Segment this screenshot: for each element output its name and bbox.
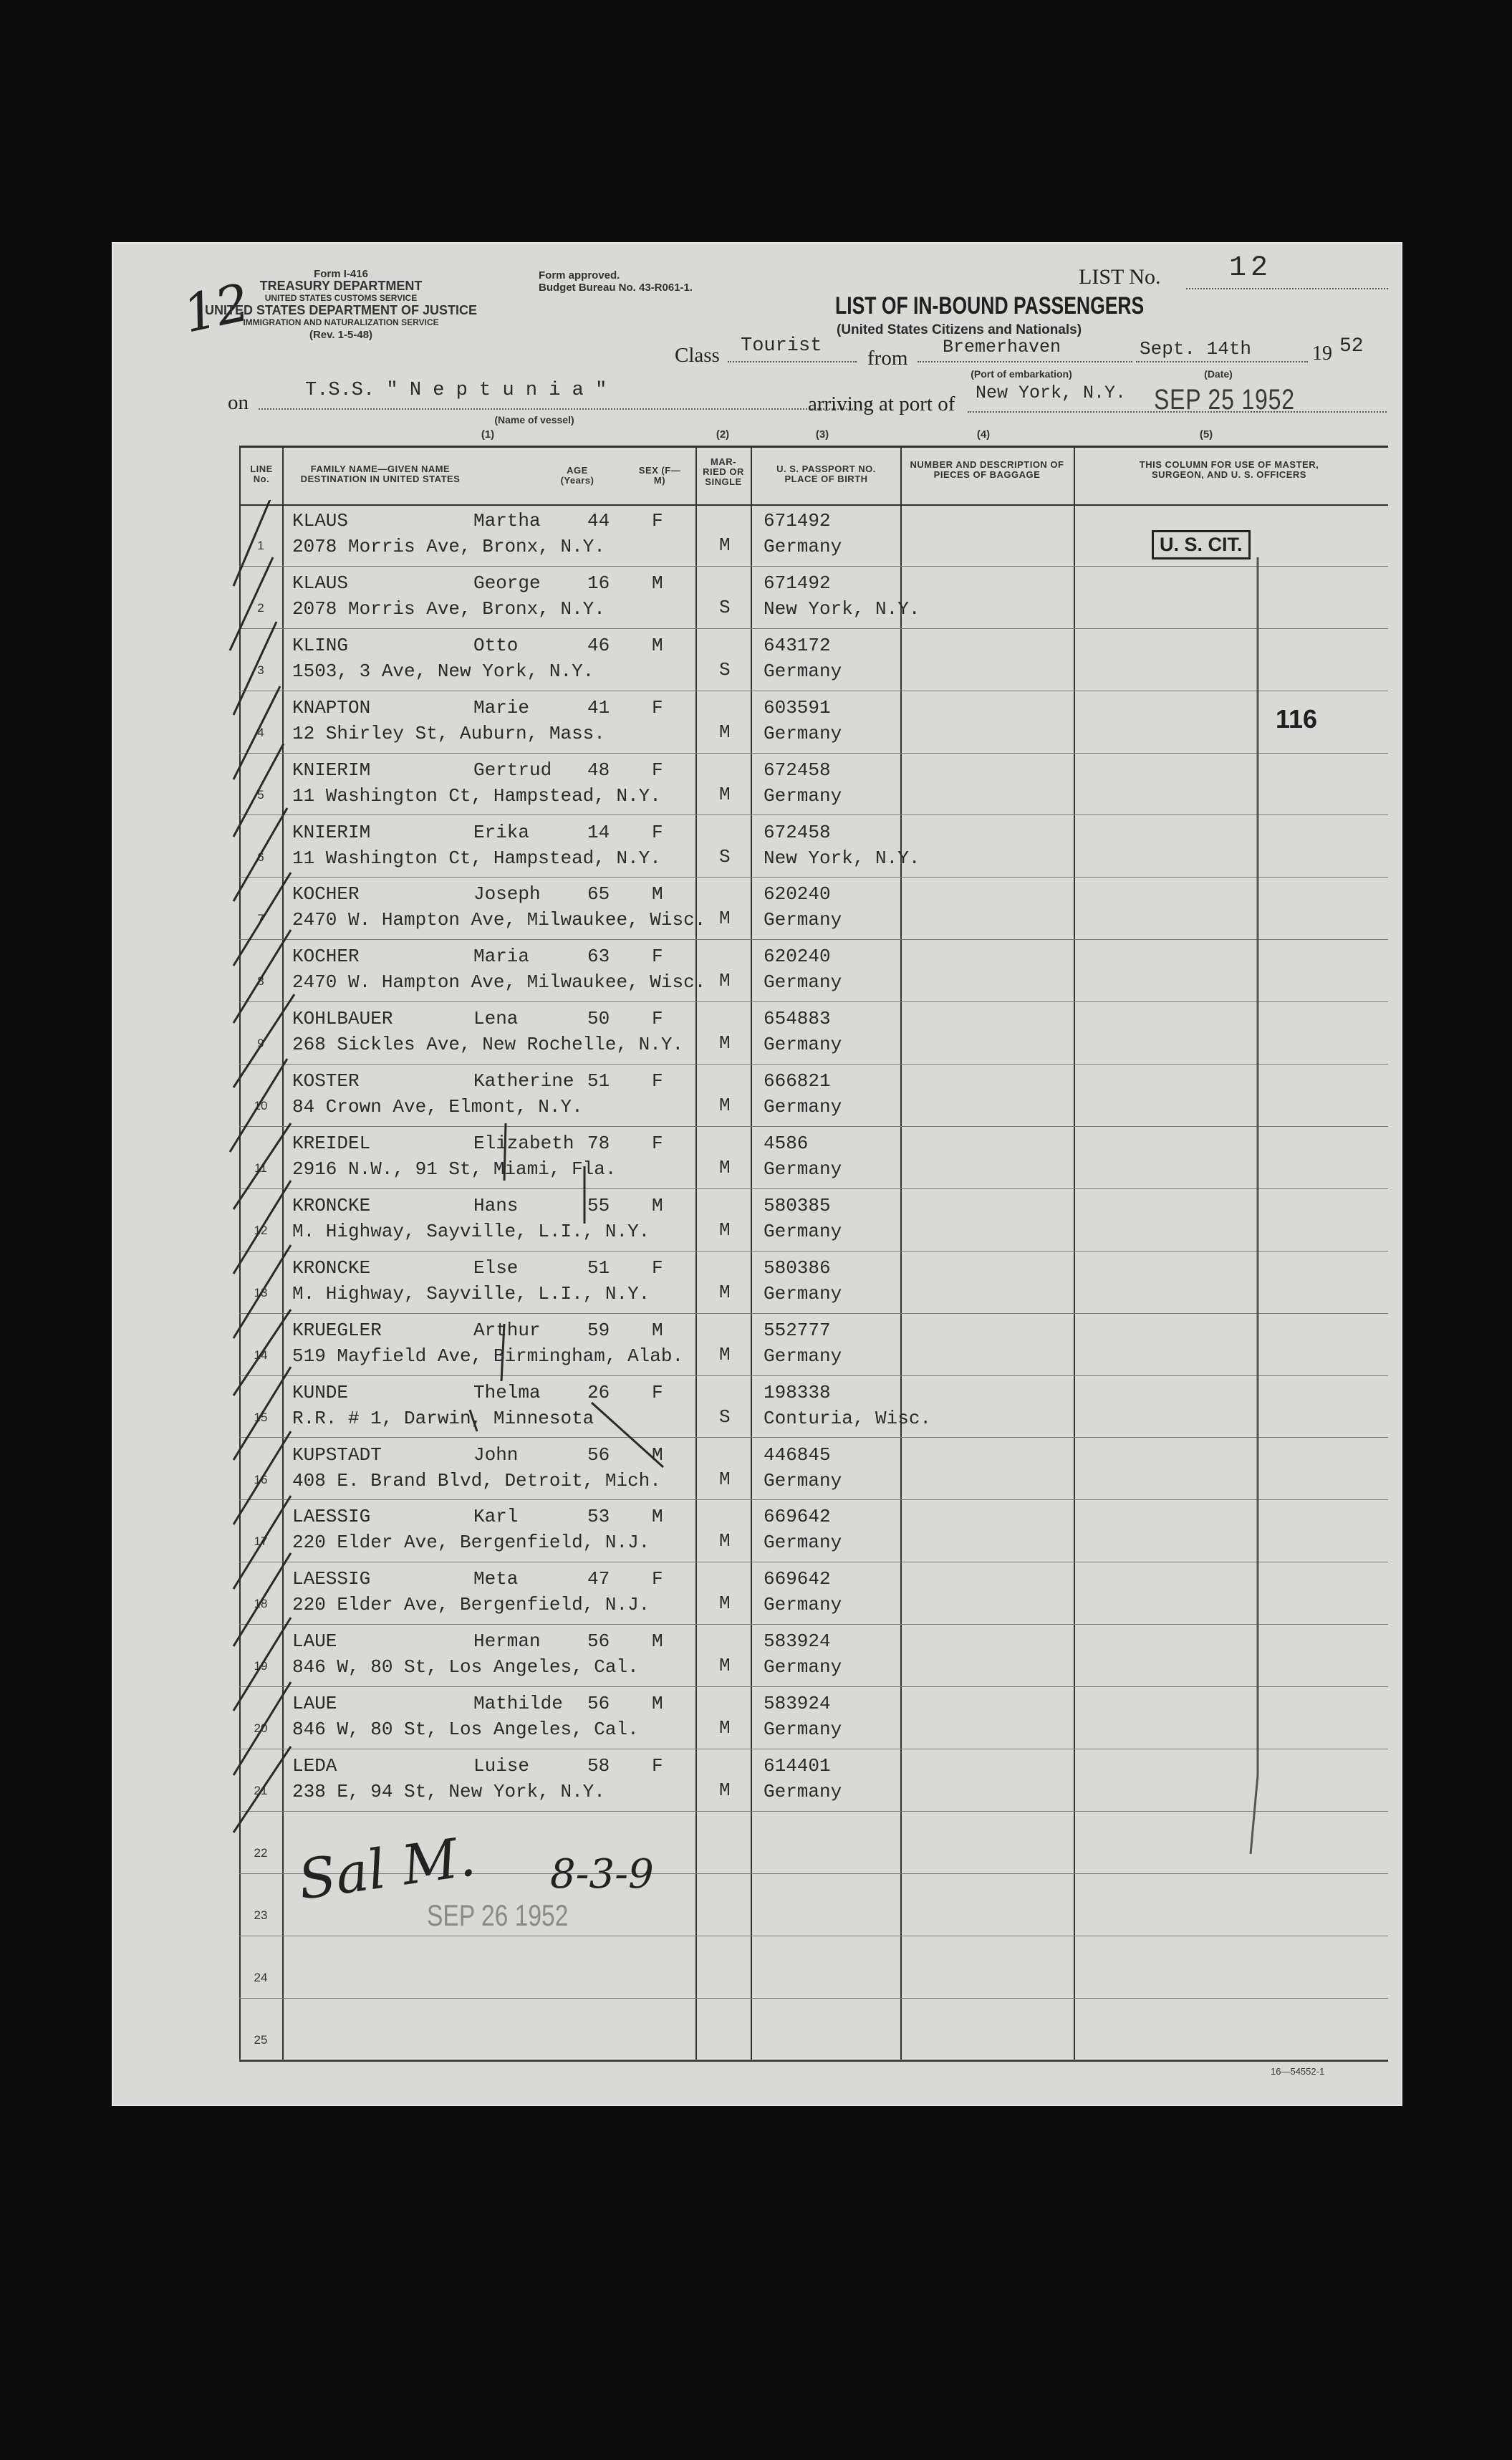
line-number: 16	[254, 1472, 268, 1486]
sex-value: F	[652, 510, 663, 532]
given-name: Martha	[473, 510, 541, 532]
revision: (Rev. 1-5-48)	[309, 329, 373, 341]
class-line	[728, 361, 857, 362]
marital-status: M	[719, 908, 731, 930]
col-num-5: (5)	[1199, 428, 1213, 441]
list-no-value: 12	[1229, 252, 1273, 284]
passport-number: 620240	[764, 883, 831, 905]
place-of-birth: New York, N.Y.	[764, 847, 920, 869]
destination-address: R.R. # 1, Darwin, Minnesota	[292, 1407, 594, 1429]
from-label: from	[867, 347, 908, 370]
place-of-birth: Germany	[764, 1532, 842, 1554]
dept-justice: UNITED STATES DEPARTMENT OF JUSTICE	[205, 303, 478, 317]
given-name: George	[473, 572, 541, 594]
form-approved: Form approved.	[539, 269, 620, 282]
col-header-passport: U. S. PASSPORT NO. PLACE OF BIRTH	[776, 463, 876, 484]
family-name: LAESSIG	[292, 1568, 371, 1590]
passport-number: 198338	[764, 1381, 831, 1403]
passport-number: 580386	[764, 1257, 831, 1279]
place-of-birth: Germany	[764, 1096, 842, 1118]
given-name: Herman	[473, 1630, 541, 1653]
col-num-2: (2)	[716, 428, 730, 441]
line-number: 8	[257, 974, 264, 989]
passport-number: 671492	[764, 572, 831, 594]
marital-status: M	[719, 1343, 731, 1365]
family-name: KLAUS	[292, 510, 349, 532]
marital-status: M	[719, 1655, 731, 1677]
family-name: KOCHER	[292, 883, 360, 905]
destination-address: 2470 W. Hampton Ave, Milwaukee, Wisc.	[292, 909, 706, 931]
passport-number: 672458	[764, 821, 831, 843]
family-name: LEDA	[292, 1755, 337, 1777]
passport-number: 552777	[764, 1319, 831, 1341]
family-name: KNAPTON	[292, 696, 371, 719]
family-name: KNIERIM	[292, 821, 371, 843]
date-value: Sept. 14th	[1140, 338, 1252, 360]
destination-address: 11 Washington Ct, Hampstead, N.Y.	[292, 847, 661, 869]
passport-number: 583924	[764, 1630, 831, 1653]
sex-value: F	[652, 1568, 663, 1590]
passport-number: 672458	[764, 759, 831, 781]
received-date-stamp: SEP 26 1952	[427, 1898, 569, 1932]
destination-address: 220 Elder Ave, Bergenfield, N.J.	[292, 1532, 650, 1554]
line-number: 21	[254, 1784, 268, 1797]
family-name: KREIDEL	[292, 1133, 371, 1154]
line-number: 1	[257, 539, 264, 552]
table-top-rule	[239, 446, 1388, 448]
destination-address: 11 Washington Ct, Hampstead, N.Y.	[292, 784, 661, 807]
budget-approval	[539, 269, 739, 294]
date-line	[1136, 361, 1308, 362]
arriving-label: arriving at port of	[808, 393, 955, 415]
marital-status: M	[719, 1779, 731, 1801]
marital-status: M	[719, 1095, 731, 1117]
line-number: 18	[254, 1597, 268, 1611]
passport-number: 671492	[764, 510, 831, 532]
sex-value: M	[652, 572, 663, 594]
class-label: Class	[675, 344, 720, 367]
place-of-birth: Germany	[764, 1469, 842, 1491]
place-of-birth: Germany	[764, 1158, 842, 1180]
line-number: 13	[254, 1285, 268, 1299]
marital-status: M	[719, 1219, 731, 1241]
marital-status: M	[719, 534, 731, 556]
budget-bureau: Budget Bureau No. 43-R061-1.	[539, 282, 693, 294]
age-value: 47	[587, 1568, 610, 1590]
passenger-count: 116	[1276, 704, 1318, 734]
family-name: KUPSTADT	[292, 1443, 382, 1466]
from-value: Bremerhaven	[943, 337, 1061, 357]
destination-address: 12 Shirley St, Auburn, Mass.	[292, 722, 605, 744]
line-number: 10	[254, 1099, 268, 1113]
destination-address: 2078 Morris Ave, Bronx, N.Y.	[292, 536, 605, 557]
sex-value: F	[652, 696, 663, 719]
given-name: Joseph	[473, 883, 541, 905]
sex-value: M	[652, 1443, 663, 1466]
sex-value: F	[652, 1070, 663, 1092]
passport-number: 580385	[764, 1194, 831, 1216]
col-num-4: (4)	[976, 428, 991, 441]
sex-value: M	[652, 883, 663, 905]
given-name: Else	[473, 1257, 519, 1279]
place-of-birth: Germany	[764, 1345, 842, 1367]
given-name: Elizabeth	[473, 1133, 574, 1154]
line-number: 12	[254, 1223, 268, 1237]
page-title: LIST OF IN-BOUND PASSENGERS	[835, 292, 1145, 319]
destination-address: 2078 Morris Ave, Bronx, N.Y.	[292, 597, 605, 620]
place-of-birth: Germany	[764, 1781, 842, 1802]
given-name: Otto	[473, 634, 519, 656]
sex-value: M	[652, 634, 663, 656]
sex-value: M	[652, 1506, 663, 1528]
sex-value: F	[652, 946, 663, 968]
sex-value: F	[652, 821, 663, 843]
age-value: 55	[587, 1194, 610, 1216]
family-name: KRONCKE	[292, 1194, 371, 1216]
age-value: 56	[587, 1693, 610, 1715]
marital-status: M	[719, 783, 731, 805]
col-header-age: AGE (Years)	[560, 465, 594, 486]
family-name: KUNDE	[292, 1381, 349, 1403]
given-name: Meta	[473, 1568, 519, 1590]
sex-value: M	[652, 1194, 663, 1216]
dept-ins: IMMIGRATION AND NATURALIZATION SERVICE	[243, 317, 439, 327]
sex-value: F	[652, 1755, 663, 1777]
vessel-line	[259, 408, 853, 410]
marital-status: S	[719, 596, 731, 618]
line-number: 22	[254, 1845, 268, 1860]
destination-address: 408 E. Brand Blvd, Detroit, Mich.	[292, 1469, 661, 1491]
age-value: 26	[587, 1381, 610, 1403]
destination-address: 238 E, 94 St, New York, N.Y.	[292, 1781, 605, 1802]
age-value: 56	[587, 1443, 610, 1466]
place-of-birth: Germany	[764, 971, 842, 994]
age-value: 16	[587, 572, 610, 594]
arrival-line	[968, 411, 1387, 413]
destination-address: 2916 N.W., 91 St, Miami, Fla.	[292, 1158, 617, 1180]
line-number: 15	[254, 1410, 268, 1424]
destination-address: 84 Crown Ave, Elmont, N.Y.	[292, 1096, 583, 1118]
col-num-3: (3)	[815, 428, 829, 441]
col-header-officers: THIS COLUMN FOR USE OF MASTER, SURGEON, AND U. S. OFFICERS	[1139, 459, 1319, 480]
col-header-sex: SEX (F—M)	[638, 465, 681, 486]
marital-status: S	[719, 1406, 731, 1428]
destination-address: 268 Sickles Ave, New Rochelle, N.Y.	[292, 1034, 684, 1056]
family-name: KOSTER	[292, 1070, 360, 1092]
place-of-birth: Germany	[764, 1034, 842, 1056]
col-header-married: MAR-RIED OR SINGLE	[703, 456, 744, 487]
marital-status: M	[719, 721, 731, 743]
sex-value: M	[652, 1630, 663, 1653]
destination-address: 846 W, 80 St, Los Angeles, Cal.	[292, 1656, 639, 1678]
dept-treasury: TREASURY DEPARTMENT	[259, 279, 423, 293]
age-value: 41	[587, 696, 610, 719]
place-of-birth: Germany	[764, 536, 842, 557]
age-value: 46	[587, 634, 610, 656]
line-number: 3	[257, 663, 264, 677]
family-name: LAESSIG	[292, 1506, 371, 1528]
marital-status: S	[719, 658, 731, 681]
family-name: KOCHER	[292, 946, 360, 968]
line-number: 7	[257, 912, 264, 926]
year-suffix: 52	[1339, 335, 1364, 357]
port-embark-caption: (Port of embarkation)	[971, 368, 1072, 380]
sex-value: F	[652, 759, 663, 781]
sex-value: F	[652, 1257, 663, 1279]
vessel-caption: (Name of vessel)	[494, 414, 574, 426]
place-of-birth: Germany	[764, 1656, 842, 1678]
line-number: 25	[254, 2032, 268, 2047]
destination-address: M. Highway, Sayville, L.I., N.Y.	[292, 1220, 650, 1242]
place-of-birth: Germany	[764, 1719, 842, 1741]
col-header-line-no: LINE No.	[250, 463, 273, 484]
line-number: 14	[254, 1347, 268, 1362]
column-ticks	[427, 1123, 699, 1481]
signature-note: 8-3-9	[550, 1851, 654, 1898]
given-name: Mathilde	[473, 1693, 563, 1715]
passport-number: 669642	[764, 1568, 831, 1590]
age-value: 51	[587, 1257, 610, 1279]
family-name: KLING	[292, 634, 349, 656]
given-name: Katherine	[473, 1070, 574, 1092]
age-value: 63	[587, 946, 610, 968]
family-name: LAUE	[292, 1630, 337, 1653]
passport-number: 666821	[764, 1070, 831, 1092]
destination-address: 519 Mayfield Ave, Birmingham, Alab.	[292, 1345, 684, 1367]
age-value: 48	[587, 759, 610, 781]
vessel-name: T.S.S. " N e p t u n i a "	[305, 380, 607, 401]
col-num-1: (1)	[481, 428, 495, 441]
sex-value: M	[652, 1693, 663, 1715]
line-number: 5	[257, 787, 264, 802]
passport-number: 654883	[764, 1008, 831, 1030]
age-value: 58	[587, 1755, 610, 1777]
line-number: 11	[254, 1161, 267, 1175]
officer-column-line	[1243, 557, 1272, 1918]
tally-ticks	[219, 500, 348, 2076]
place-of-birth: Germany	[764, 1220, 842, 1242]
col-header-baggage: NUMBER AND DESCRIPTION OF PIECES OF BAGGAGE	[910, 459, 1064, 480]
line-number: 24	[254, 1970, 268, 1984]
destination-address: M. Highway, Sayville, L.I., N.Y.	[292, 1282, 650, 1305]
place-of-birth: Germany	[764, 1594, 842, 1616]
sex-value: F	[652, 1381, 663, 1403]
age-value: 14	[587, 821, 610, 843]
marital-status: M	[719, 1468, 731, 1490]
marital-status: M	[719, 1717, 731, 1739]
place-of-birth: Conturia, Wisc.	[764, 1407, 932, 1429]
line-number: 6	[257, 850, 264, 864]
destination-address: 846 W, 80 St, Los Angeles, Cal.	[292, 1719, 639, 1741]
passport-number: 669642	[764, 1506, 831, 1528]
passport-number: 4586	[764, 1133, 809, 1154]
year-prefix: 19	[1312, 342, 1332, 365]
given-name: Lena	[473, 1008, 519, 1030]
place-of-birth: Germany	[764, 784, 842, 807]
given-name: Gertrud	[473, 759, 552, 781]
date-caption: (Date)	[1204, 368, 1233, 380]
passport-number: 643172	[764, 634, 831, 656]
margin-mark: 12	[178, 272, 255, 345]
given-name: Karl	[473, 1506, 519, 1528]
destination-address: 220 Elder Ave, Bergenfield, N.J.	[292, 1594, 650, 1616]
arrival-date-stamp: SEP 25 1952	[1154, 384, 1295, 415]
agency-header	[205, 268, 477, 341]
given-name: Arthur	[473, 1319, 541, 1341]
arrival-port: New York, N.Y.	[976, 383, 1127, 403]
marital-status: M	[719, 970, 731, 992]
page-subtitle: (United States Citizens and Nationals)	[837, 322, 1082, 337]
age-value: 78	[587, 1133, 610, 1154]
age-value: 56	[587, 1630, 610, 1653]
age-value: 51	[587, 1070, 610, 1092]
manifest-page	[112, 242, 1402, 2106]
sex-value: M	[652, 1319, 663, 1341]
passport-number: 614401	[764, 1755, 831, 1777]
line-number: 20	[254, 1721, 268, 1736]
given-name: John	[473, 1443, 519, 1466]
dept-customs: UNITED STATES CUSTOMS SERVICE	[264, 293, 418, 303]
family-name: LAUE	[292, 1693, 337, 1715]
place-of-birth: Germany	[764, 909, 842, 931]
passport-number: 603591	[764, 696, 831, 719]
age-value: 59	[587, 1319, 610, 1341]
list-no-label: LIST No.	[1079, 265, 1161, 289]
col-header-name: FAMILY NAME—GIVEN NAME DESTINATION IN UNITED STATES	[300, 463, 461, 484]
from-line	[918, 361, 1132, 362]
given-name: Hans	[473, 1194, 519, 1216]
marital-status: M	[719, 1032, 731, 1054]
passport-number: 446845	[764, 1443, 831, 1466]
destination-address: 2470 W. Hampton Ave, Milwaukee, Wisc.	[292, 971, 706, 994]
family-name: KLAUS	[292, 572, 349, 594]
family-name: KOHLBAUER	[292, 1008, 393, 1030]
line-number: 2	[257, 600, 264, 615]
given-name: Luise	[473, 1755, 530, 1777]
marital-status: M	[719, 1157, 731, 1178]
place-of-birth: Germany	[764, 1282, 842, 1305]
given-name: Thelma	[473, 1381, 541, 1403]
line-number: 4	[257, 725, 264, 739]
marital-status: M	[719, 1530, 731, 1552]
inspector-signature: Sal M.	[294, 1824, 479, 1912]
family-name: KRUEGLER	[292, 1319, 382, 1341]
class-value: Tourist	[741, 335, 822, 357]
place-of-birth: New York, N.Y.	[764, 597, 920, 620]
sex-value: F	[652, 1008, 663, 1030]
age-value: 50	[587, 1008, 610, 1030]
destination-address: 1503, 3 Ave, New York, N.Y.	[292, 660, 594, 682]
family-name: KRONCKE	[292, 1257, 371, 1279]
family-name: KNIERIM	[292, 759, 371, 781]
tick-marks	[230, 500, 294, 1832]
passport-number: 620240	[764, 946, 831, 968]
place-of-birth: Germany	[764, 722, 842, 744]
line-number: 23	[254, 1908, 268, 1922]
given-name: Maria	[473, 946, 530, 968]
marital-status: S	[719, 845, 731, 868]
passport-number: 583924	[764, 1693, 831, 1715]
given-name: Marie	[473, 696, 530, 719]
form-footer-code: 16—54552-1	[1271, 2066, 1325, 2077]
us-citizen-stamp: U. S. CIT.	[1152, 530, 1251, 559]
marital-status: M	[719, 1592, 731, 1615]
place-of-birth: Germany	[764, 660, 842, 682]
line-number: 9	[257, 1037, 264, 1051]
age-value: 44	[587, 510, 610, 532]
line-number: 19	[254, 1659, 268, 1673]
line-number: 17	[254, 1534, 268, 1549]
age-value: 53	[587, 1506, 610, 1528]
form-number: Form I-416	[314, 268, 368, 280]
given-name: Erika	[473, 821, 530, 843]
list-no-line	[1186, 288, 1388, 289]
marital-status: M	[719, 1281, 731, 1303]
sex-value: F	[652, 1133, 663, 1154]
age-value: 65	[587, 883, 610, 905]
on-label: on	[228, 391, 249, 414]
